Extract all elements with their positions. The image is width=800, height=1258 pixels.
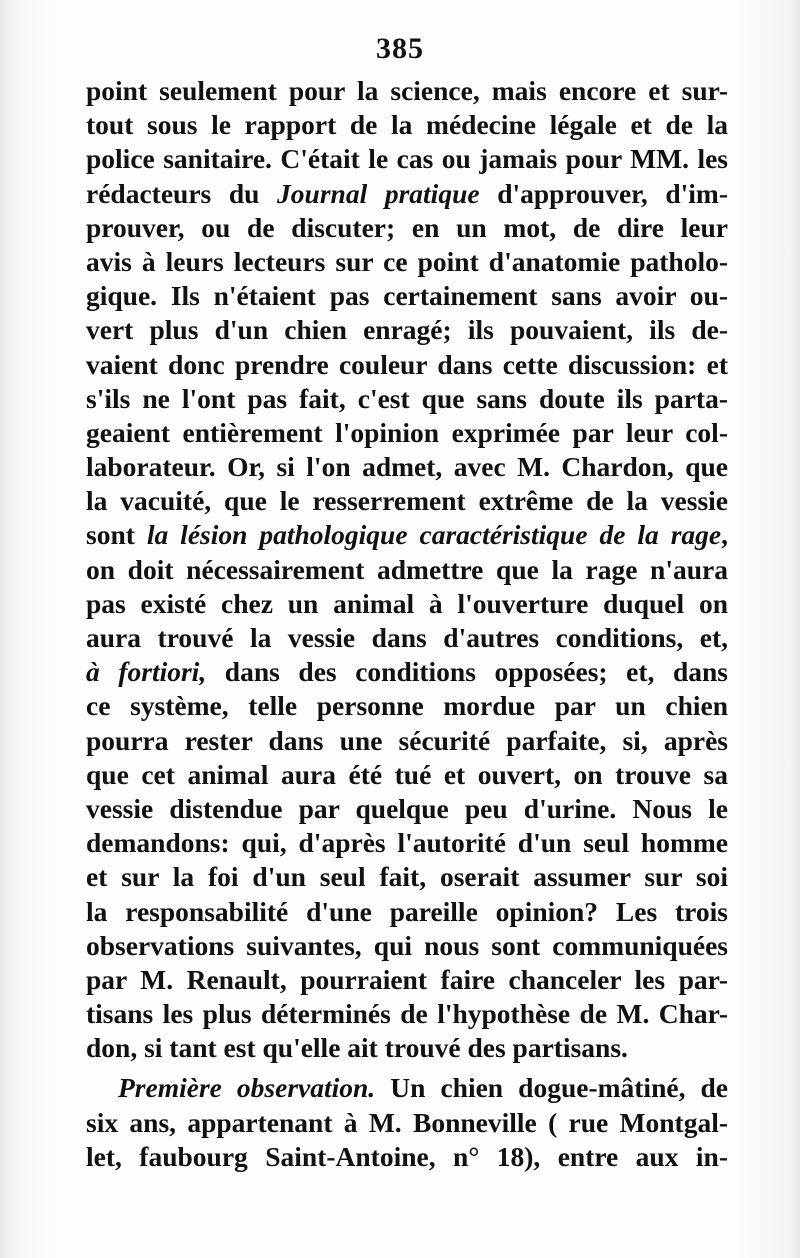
text-segment: rédacteurs du xyxy=(86,177,278,209)
text-line: vessie distendue par quelque peu d'urine. Nous le xyxy=(86,792,728,824)
text-line: demandons: qui, d'après l'autorité d'un seul homme xyxy=(86,827,728,859)
text-line xyxy=(86,655,728,689)
text-line: la vacuité, que le resserrement extrême de la vessie xyxy=(86,485,728,517)
text-segment: sont xyxy=(86,519,147,551)
text-line: s'ils ne l'ont pas fait, c'est que sans doute ils parta- xyxy=(86,382,728,414)
italic-text: à fortiori, xyxy=(86,656,207,688)
text-segment: Un chien dogue-mâtiné, de xyxy=(375,1072,729,1104)
text-line: police sanitaire. C'était le cas ou jamais pour MM. les xyxy=(86,143,728,175)
text-line: laborateur. Or, si l'on admet, avec M. Chardon, que xyxy=(86,451,728,483)
text-line: let, faubourg Saint-Antoine, n° 18), entre aux in- xyxy=(86,1140,728,1172)
text-line: pourra rester dans une sécurité parfaite, si, après xyxy=(86,724,728,756)
text-line: don, si tant est qu'elle ait trouvé des partisans. xyxy=(86,1032,628,1064)
text-line: aura trouvé la vessie dans d'autres conditions, et, xyxy=(86,622,728,653)
text-line: six ans, appartenant à M. Bonneville ( rue Montgal- xyxy=(86,1106,728,1138)
text-segment: , xyxy=(721,519,728,551)
text-line: gique. Ils n'étaient pas certainement sans avoir ou- xyxy=(86,280,728,312)
text-line: ce système, telle personne mordue par un chien xyxy=(86,690,728,722)
text-line: pas existé chez un animal à l'ouverture duquel on xyxy=(86,587,728,619)
body-text xyxy=(86,74,728,1174)
text-line: on doit nécessairement admettre que la rage n'aura xyxy=(86,553,728,585)
text-line: que cet animal aura été tué et ouvert, on trouve sa xyxy=(86,758,728,790)
text-line: la responsabilité d'une pareille opinion? Les trois xyxy=(86,895,728,927)
text-line: geaient entièrement l'opinion exprimée par leur col- xyxy=(86,416,728,448)
text-line: vaient donc prendre couleur dans cette discussion: et xyxy=(86,348,728,380)
text-line: tout sous le rapport de la médecine légale et de la xyxy=(86,109,728,141)
text-line xyxy=(86,518,728,552)
text-line: point seulement pour la science, mais encore et sur- xyxy=(86,75,728,106)
text-line: vert plus d'un chien enragé; ils pouvaient, ils de- xyxy=(86,314,728,346)
text-line: avis à leurs lecteurs sur ce point d'anatomie patholo- xyxy=(86,245,728,277)
text-line xyxy=(86,177,728,211)
text-line: et sur la foi d'un seul fait, oserait assumer sur soi xyxy=(86,861,728,893)
italic-text: la lésion pathologique caractéristique de la rage xyxy=(146,519,722,551)
text-line: prouver, ou de discuter; en un mot, de dire leur xyxy=(86,211,728,243)
text-line xyxy=(86,1071,728,1105)
text-segment: d'approuver, d'im- xyxy=(479,177,728,209)
text-line: observations suivantes, qui nous sont communiquées xyxy=(86,929,728,961)
text-line: par M. Renault, pourraient faire chanceler les par- xyxy=(86,963,728,995)
italic-text: Première observation. xyxy=(118,1072,376,1104)
text-segment: dans des conditions opposées; et, dans xyxy=(206,656,729,688)
text-line: tisans les plus déterminés de l'hypothèse de M. Char- xyxy=(86,998,728,1030)
page-number: 385 xyxy=(376,32,424,65)
italic-text: Journal pratique xyxy=(277,177,480,209)
